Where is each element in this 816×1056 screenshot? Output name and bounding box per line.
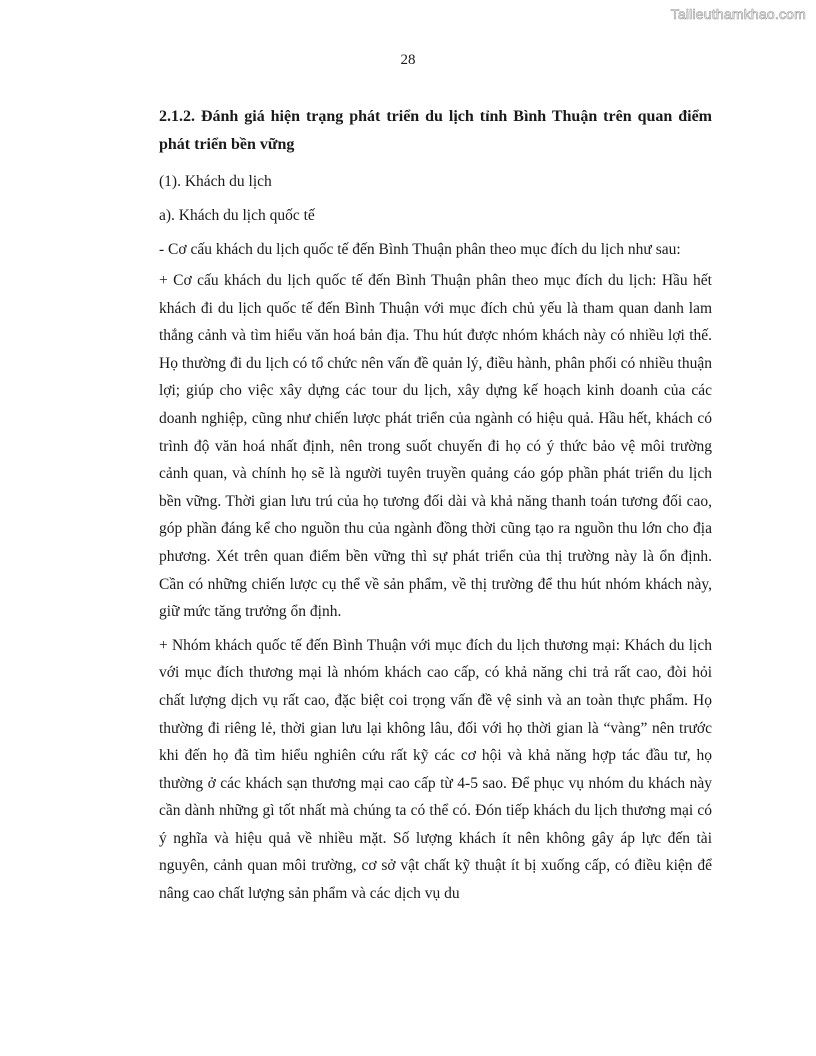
subsection-sublabel: a). Khách du lịch quốc tế	[159, 207, 315, 224]
watermark: Tailieuthamkhao.com	[670, 6, 806, 22]
document-body	[159, 103, 712, 914]
paragraph-sightseeing: + Cơ cấu khách du lịch quốc tế đến Bình Thuận phân theo mục đích du lịch: Hầu hết khách đi du lịch quốc tế đến Bình Thuận với mục đích chủ yếu là tham quan danh lam thắng cảnh và tìm hiểu văn hoá bản địa. Thu hút được nhóm khách này có nhiều lợi thế. Họ thường đi du lịch có tổ chức nên vấn đề quản lý, điều hành, phân phối có nhiều thuận lợi; giúp cho việc xây dựng các tour du lịch, xây dựng kế hoạch kinh doanh của các doanh nghiệp, cũng như chiến lược phát triển của ngành có hiệu quả. Hầu hết, khách có trình độ văn hoá nhất định, nên trong suốt chuyến đi họ có ý thức bảo vệ môi trường cảnh quan, và chính họ sẽ là người tuyên truyền quảng cáo góp phần phát triển du lịch bền vững. Thời gian lưu trú của họ tương đối dài và khả năng thanh toán tương đối cao, góp phần đáng kể cho nguồn thu của ngành đồng thời cũng tạo ra nguồn thu lớn cho địa phương. Xét trên quan điểm bền vững thì sự phát triển của thị trường này là ổn định. Cần có những chiến lược cụ thể về sản phẩm, về thị trường để thu hút nhóm khách này, giữ mức tăng trưởng ổn định.	[159, 272, 712, 621]
subsection-label: (1). Khách du lịch	[159, 173, 272, 190]
paragraph-business: + Nhóm khách quốc tế đến Bình Thuận với mục đích du lịch thương mại: Khách du lịch với mục đích thương mại là nhóm khách cao cấp, có khả năng chi trả rất cao, đòi hỏi chất lượng dịch vụ rất cao, đặc biệt coi trọng vấn đề vệ sinh và an toàn thực phẩm. Họ thường đi riêng lẻ, thời gian lưu lại không lâu, đối với họ thời gian là “vàng” nên trước khi đến họ đã tìm hiểu nghiên cứu rất kỹ các cơ hội và khả năng hợp tác đầu tư, họ thường ở các khách sạn thương mại cao cấp từ 4-5 sao. Để phục vụ nhóm du khách này cần dành những gì tốt nhất mà chúng ta có thể có. Đón tiếp khách du lịch thương mại có ý nghĩa và hiệu quả về nhiều mặt. Số lượng khách ít nên không gây áp lực đến tài nguyên, cảnh quan môi trường, cơ sở vật chất kỹ thuật ít bị xuống cấp, có điều kiện để nâng cao chất lượng sản phẩm và các dịch vụ du	[159, 636, 712, 903]
section-heading: 2.1.2. Đánh giá hiện trạng phát triển du lịch tỉnh Bình Thuận trên quan điểm phát triển bền vững	[159, 108, 712, 153]
page-number: 28	[400, 52, 416, 68]
intro-line: - Cơ cấu khách du lịch quốc tế đến Bình Thuận phân theo mục đích du lịch như sau:	[159, 241, 681, 258]
